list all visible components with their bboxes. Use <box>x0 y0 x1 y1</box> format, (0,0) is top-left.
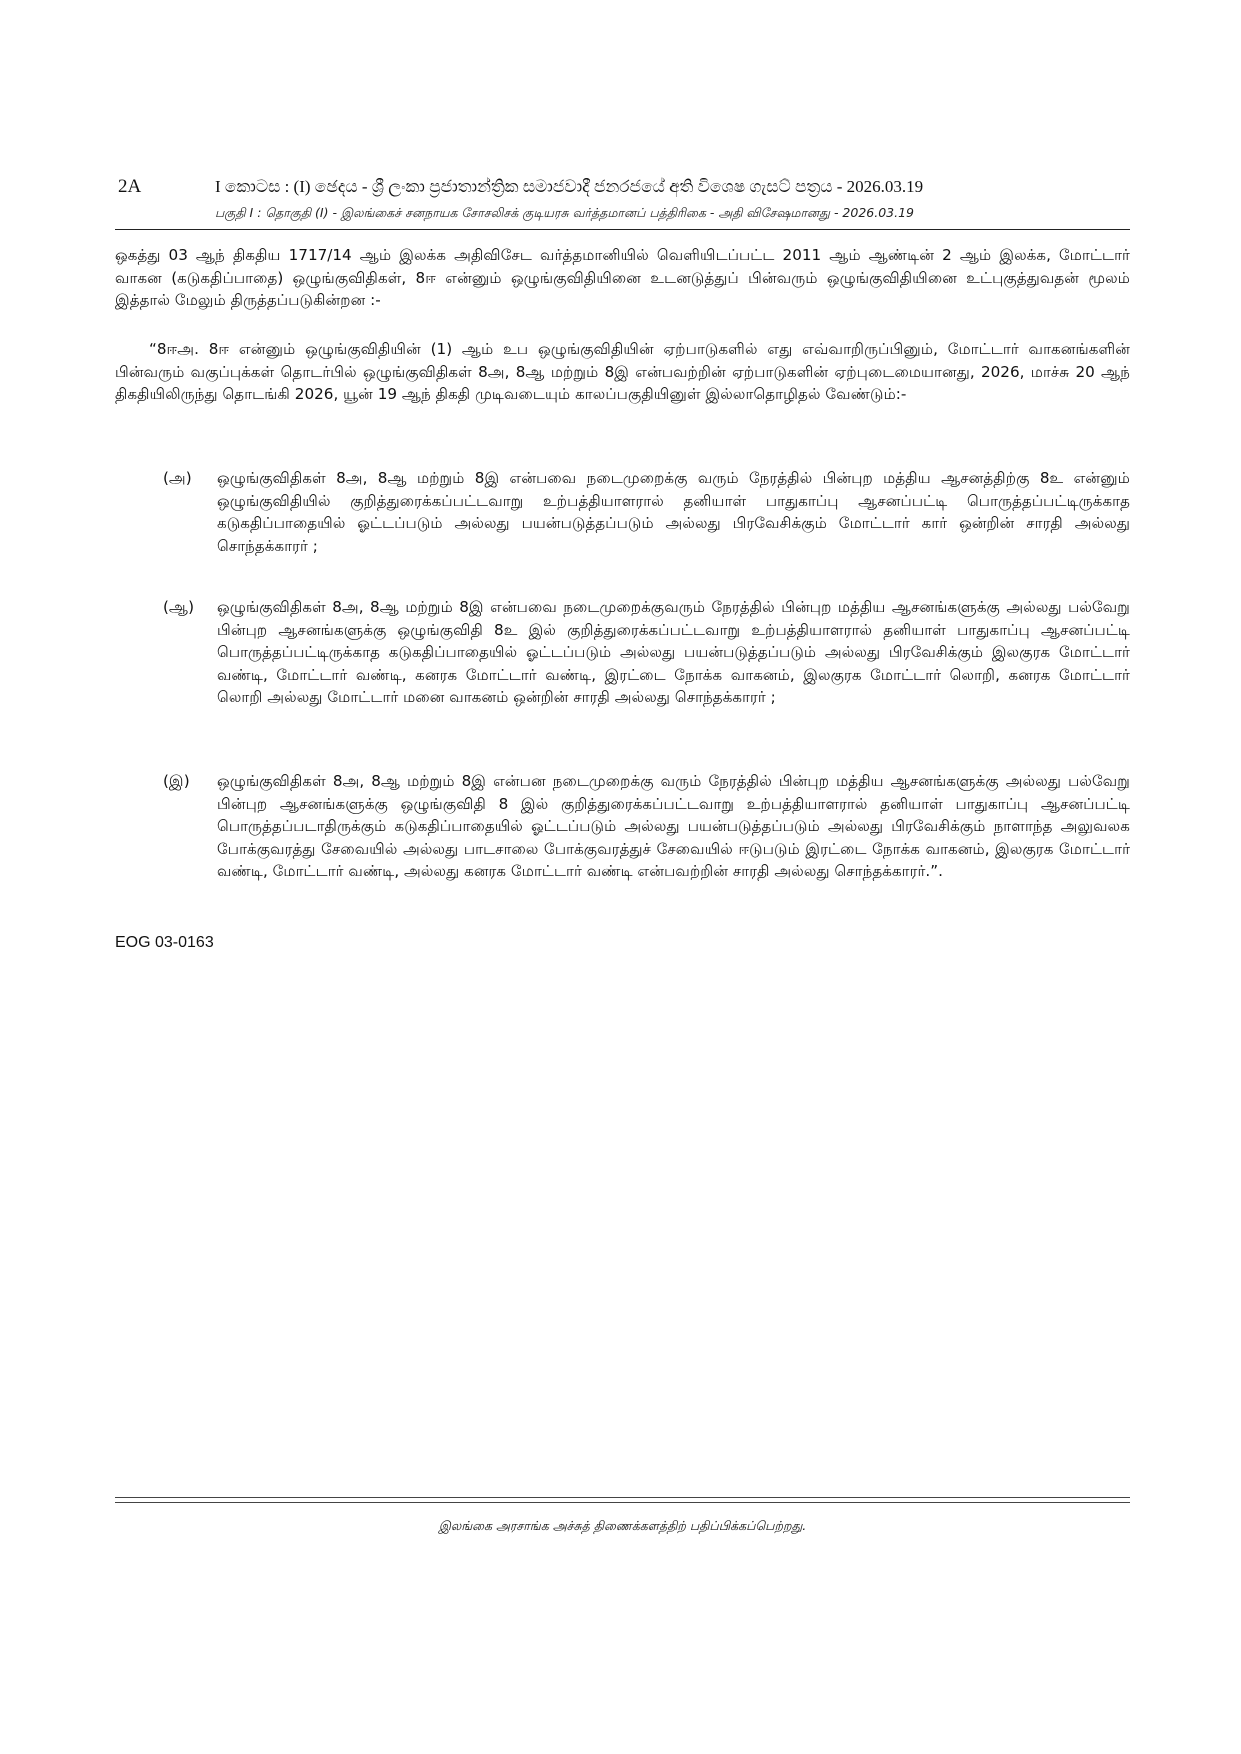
footer-divider-bottom <box>115 1502 1130 1503</box>
list-item-marker: (அ) <box>163 469 192 487</box>
list-item-text: ஒழுங்குவிதிகள் 8அ, 8ஆ மற்றும் 8இ என்பவை நடைமுறைக்குவரும் நேரத்தில் பின்புற மத்திய ஆசனங்களுக்கு அல்லது பல்வேறு பின்புற ஆசனங்களுக்கு ஒழுங்குவிதி 8உ இல் குறித்துரைக்கப்பட்டவாறு உற்பத்தியாளரால் தனியாள் பாதுகாப்பு ஆசனப்பட்டி பொருத்தப்பட்டிருக்காத கடுகதிப்பாதையில் ஓட்டப்படும் அல்லது பயன்படுத்தப்படும் அல்லது பிரவேசிக்கும் இலகுரக மோட்டார் வண்டி, மோட்டார் வண்டி, கனரக மோட்டார் வண்டி, இரட்டை நோக்க வாகனம், இலகுரக மோட்டார் லொறி, கனரக மோட்டார் லொறி அல்லது மோட்டார் மனை வாகனம் ஒன்றின் சாரதி அல்லது சொந்தக்காரர் ; <box>217 598 1130 707</box>
footer-divider-top <box>115 1497 1130 1498</box>
list-item <box>163 467 1130 557</box>
list-item <box>163 770 1130 883</box>
reference-code: EOG 03-0163 <box>115 934 214 951</box>
gazette-header-sinhala: I කොටස : (I) ඡෙදය - ශ්‍රී ලංකා ප්‍රජාතාන්ත්‍රික සමාජවාදී ජනරජයේ අති විශෙෂ ගැසට් පත්‍රය - 2026.03.19 <box>215 177 924 196</box>
list-item-marker: (இ) <box>163 772 190 790</box>
list-item-text: ஒழுங்குவிதிகள் 8அ, 8ஆ மற்றும் 8இ என்பன நடைமுறைக்கு வரும் நேரத்தில் பின்புற மத்திய ஆசனங்களுக்கு அல்லது பல்வேறு பின்புற ஆசனங்களுக்கு ஒழுங்குவிதி 8 இல் குறித்துரைக்கப்பட்டவாறு உற்பத்தியாளரால் தனியாள் பாதுகாப்பு ஆசனப்பட்டி பொருத்தப்படாதிருக்கும் கடுகதிப்பாதையில் ஓட்டப்படும் அல்லது பயன்படுத்தப்படும் அல்லது பிரவேசிக்கும் நாளாந்த அலுவலக போக்குவரத்து சேவையில் அல்லது பாடசாலை போக்குவரத்துச் சேவையில் ஈடுபடும் இரட்டை நோக்க வாகனம், இலகுரக மோட்டார் வண்டி, மோட்டார் வண்டி, அல்லது கனரக மோட்டார் வண்டி என்பவற்றின் சாரதி அல்லது சொந்தக்காரர்.”. <box>217 772 1130 881</box>
printer-imprint: இலங்கை அரசாங்க அச்சுத் திணைக்களத்திற் பதிப்பிக்கப்பெற்றது. <box>438 1518 807 1533</box>
page-number: 2A <box>118 176 142 197</box>
intro-paragraph: ஒகத்து 03 ஆந் திகதிய 1717/14 ஆம் இலக்க அதிவிசேட வர்த்தமானியில் வெளியிடப்பட்ட 2011 ஆம் ஆண்டின் 2 ஆம் இலக்க, மோட்டார் வாகன (கடுகதிப்பாதை) ஒழுங்குவிதிகள், 8ஈ என்னும் ஒழுங்குவிதியினை உடனடுத்துப் பின்வரும் ஒழுங்குவிதியினை உட்புகுத்துவதன் மூலம் இத்தால் மேலும் திருத்தப்படுகின்றன :- <box>115 246 1130 310</box>
regulation-paragraph: “8ஈஅ. 8ஈ என்னும் ஒழுங்குவிதியின் (1) ஆம் உப ஒழுங்குவிதியின் ஏற்பாடுகளில் எது எவ்வாறிருப்பினும், மோட்டார் வாகனங்களின் பின்வரும் வகுப்புக்கள் தொடர்பில் ஒழுங்குவிதிகள் 8அ, 8ஆ மற்றும் 8இ என்பவற்றின் ஏற்பாடுகளின் ஏற்புடைமையானது, 2026, மாச்சு 20 ஆந் திகதியிலிருந்து தொடங்கி 2026, யூன் 19 ஆந் திகதி முடிவடையும் காலப்பகுதியினுள் இல்லாதொழிதல் வேண்டும்:- <box>115 340 1130 404</box>
gazette-header-tamil: பகுதி I : தொகுதி (I) - இலங்கைச் சனநாயக சோசலிசக் குடியரசு வர்த்தமானப் பத்திரிகை - அதி விசேஷமானது - 2026.03.19 <box>215 205 915 220</box>
list-item <box>163 596 1130 709</box>
list-item-text: ஒழுங்குவிதிகள் 8அ, 8ஆ மற்றும் 8இ என்பவை நடைமுறைக்கு வரும் நேரத்தில் பின்புற மத்திய ஆசனத்திற்கு 8உ என்னும் ஒழுங்குவிதியில் குறித்துரைக்கப்பட்டவாறு உற்பத்தியாளரால் தனியாள் பாதுகாப்பு ஆசனப்பட்டி பொருத்தப்பட்டிருக்காத கடுகதிப்பாதையில் ஓட்டப்படும் அல்லது பயன்படுத்தப்படும் அல்லது பிரவேசிக்கும் மோட்டார் கார் ஒன்றின் சாரதி அல்லது சொந்தக்காரர் ; <box>217 469 1130 555</box>
header-divider <box>115 229 1130 230</box>
list-item-marker: (ஆ) <box>163 598 195 616</box>
